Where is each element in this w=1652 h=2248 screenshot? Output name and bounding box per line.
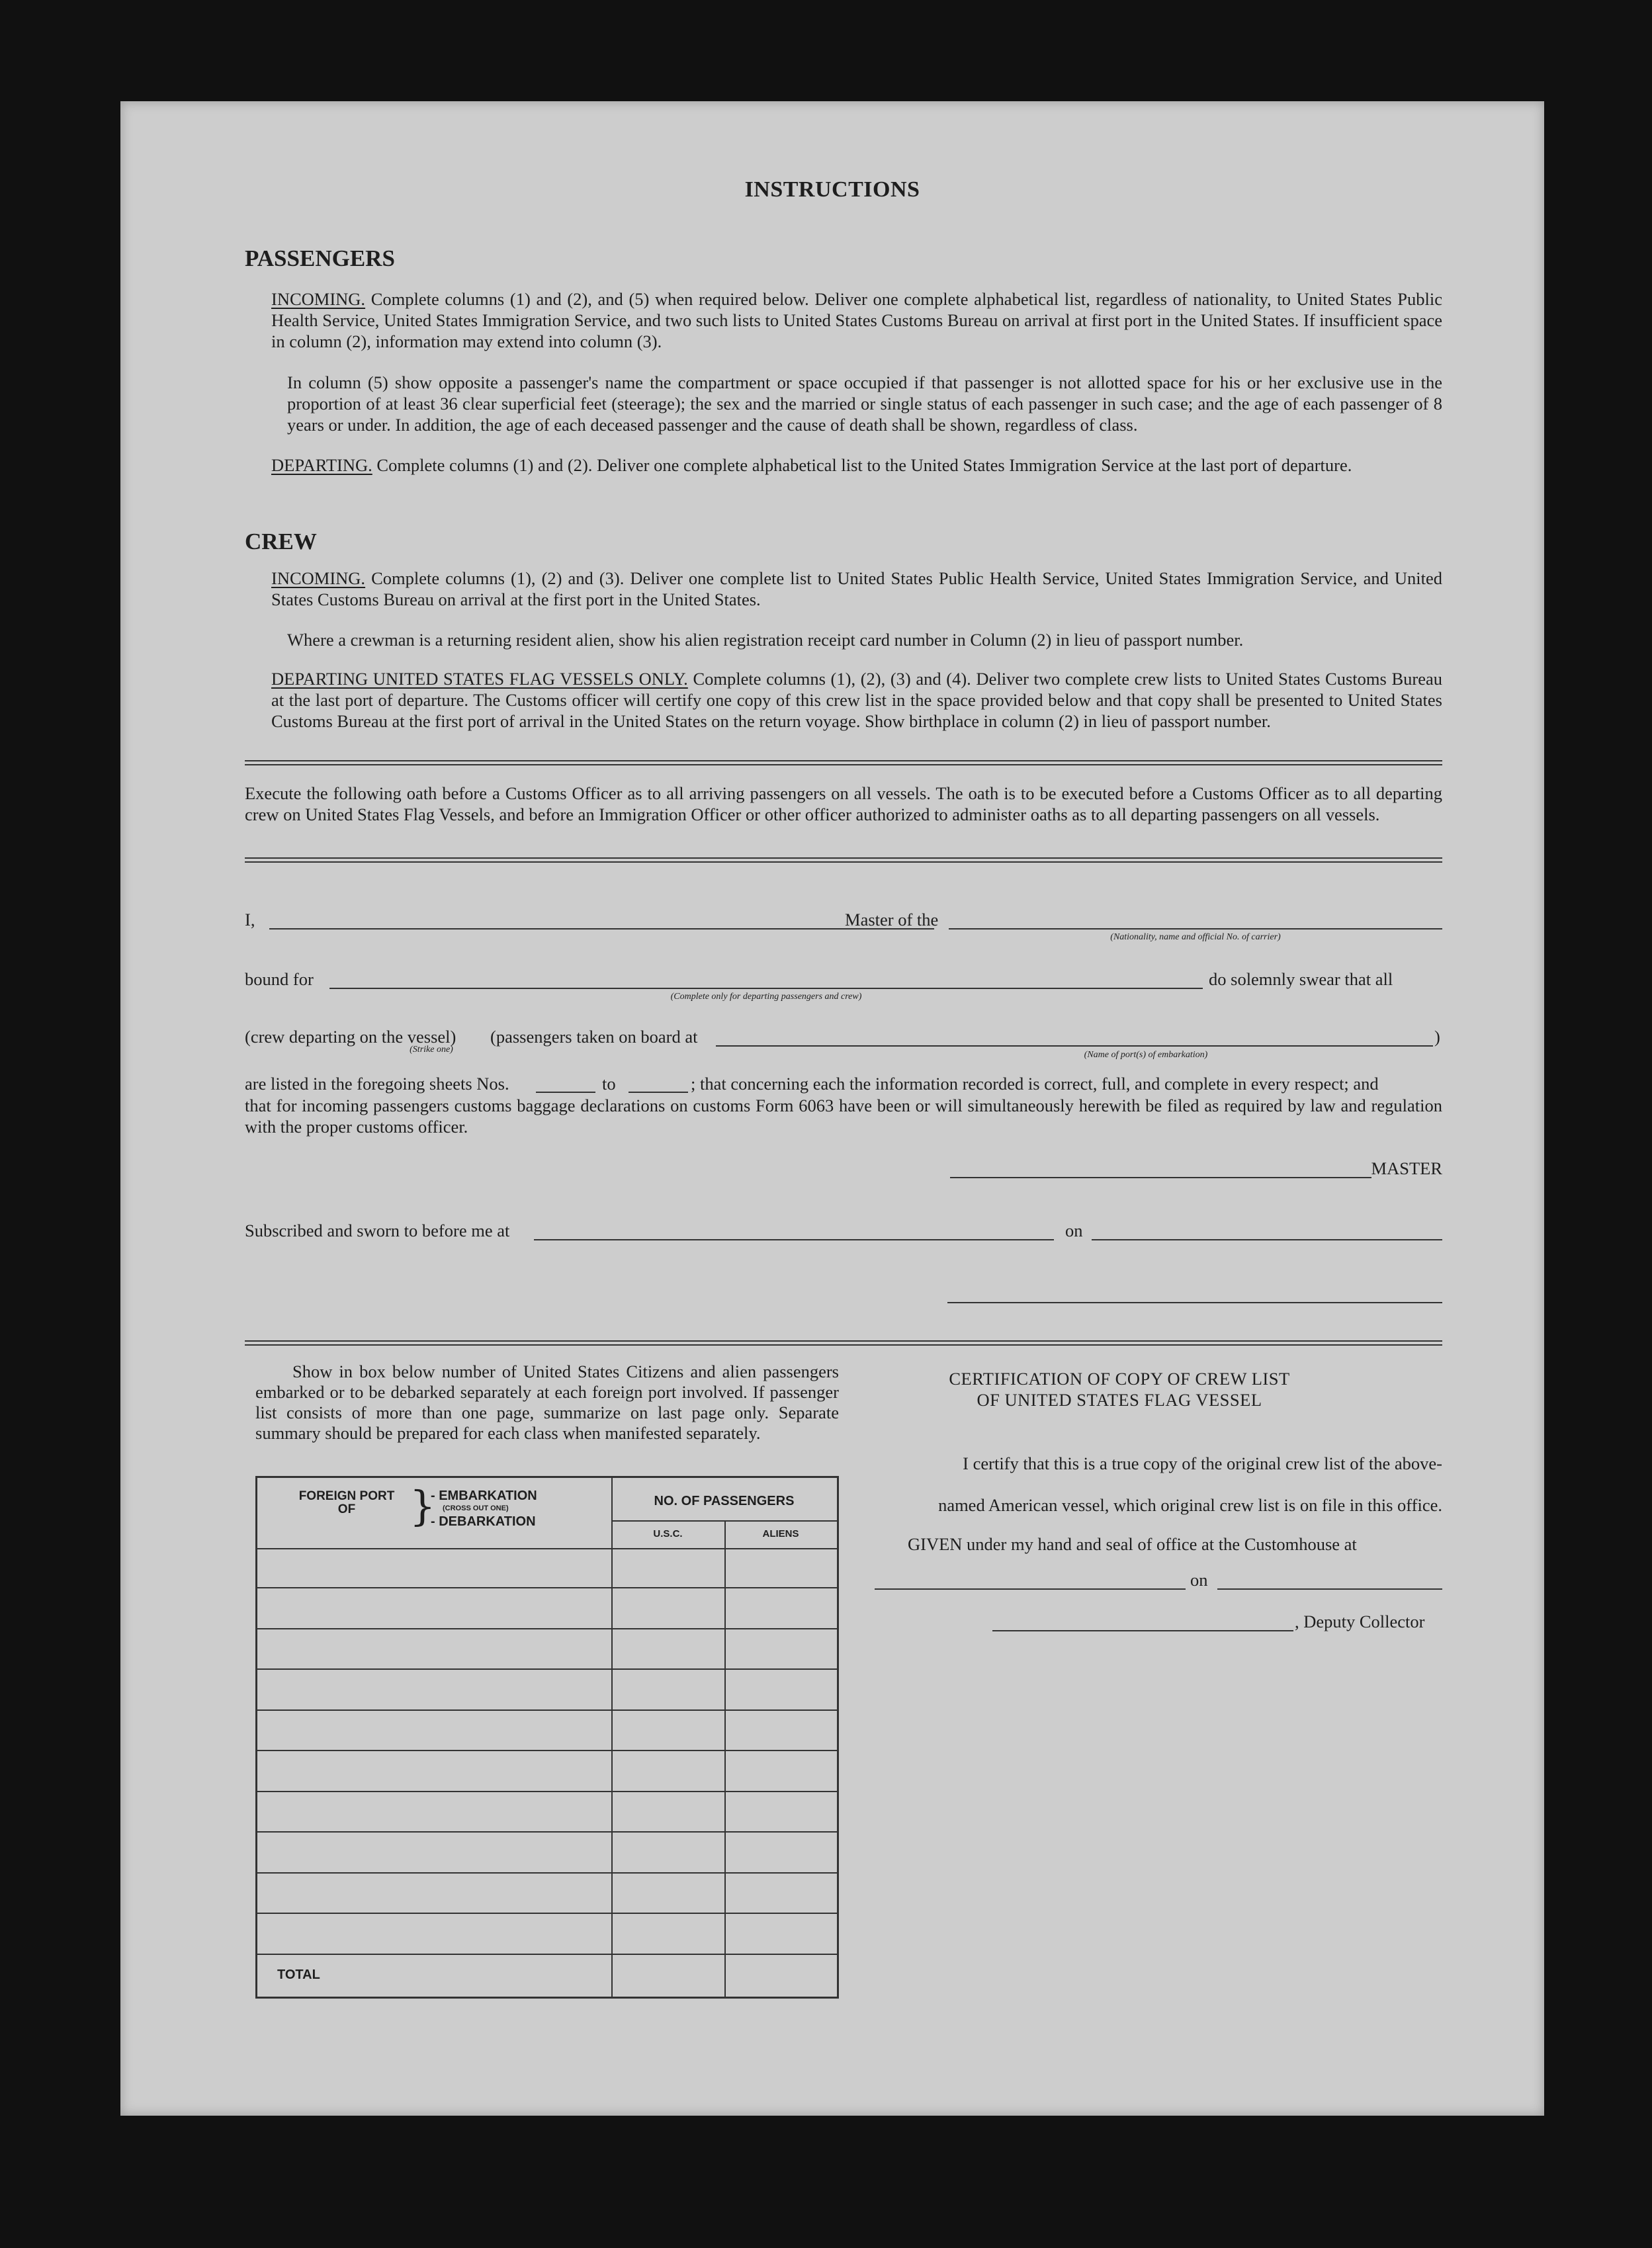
bound-hint: (Complete only for departing passengers and crew) xyxy=(670,992,862,1002)
crew-departing-lead: DEPARTING UNITED STATES FLAG VESSELS ONLY. xyxy=(271,669,688,689)
passengers-heading: PASSENGERS xyxy=(245,245,395,271)
passengers-column5-paragraph: In column (5) show opposite a passenger's name the compartment or space occupied if that passenger is not allotted space for his or her exclusive use in the proportion of at least 36 clear superficial feet (steerage); the sex and the married or single status of each passenger in such case; and the age of each passenger of 8 years or under. In addition, the age of each deceased passenger and the cause of death shall be shown, regardless of class. xyxy=(287,372,1442,435)
divider xyxy=(245,1340,1442,1346)
officer-signature-field[interactable] xyxy=(947,1302,1442,1303)
table-row-line xyxy=(257,1587,837,1588)
swear-label: do solemnly swear that all xyxy=(1209,969,1393,989)
table-row-line xyxy=(257,1831,837,1833)
crew-resident-paragraph: Where a crewman is a returning resident alien, show his alien registration receipt card number in Column (2) in lieu of passport number. xyxy=(287,630,1244,650)
certification-line-1: I certify that this is a true copy of the original crew list of the above- xyxy=(963,1453,1442,1473)
certification-heading-2: OF UNITED STATES FLAG VESSEL xyxy=(977,1390,1262,1410)
table-row-line xyxy=(257,1709,837,1711)
customhouse-field[interactable] xyxy=(875,1588,1186,1590)
form-page xyxy=(120,101,1544,2116)
table-row-line xyxy=(257,1913,837,1914)
table-row-line xyxy=(257,1628,837,1629)
sheet-from-field[interactable] xyxy=(536,1092,595,1093)
crew-departing-paragraph xyxy=(271,668,1442,732)
summary-intro: Show in box below number of United States Citizens and alien passengers embarked or to be debarked separately at each foreign port involved. If passenger list consists of more than one page, summarize on last page only. Separate summary should be prepared for each class when manifested separately. xyxy=(255,1362,839,1443)
passengers-incoming-lead: INCOMING. xyxy=(271,289,366,309)
summary-table xyxy=(255,1476,839,1999)
listed-to-label: to xyxy=(602,1074,616,1094)
debarkation-header: - DEBARKATION xyxy=(431,1514,536,1529)
passengers-incoming-text: Complete columns (1) and (2), and (5) when required below. Deliver one complete alphabetical list, regardless of nationality, to United States Public Health Service, United States Immigration Service, and two such lists to United States Customs Bureau on arrival at first port in the United States. If insufficient space in column (2), information may extend into column (3). xyxy=(271,289,1442,351)
master-of-label: Master of the xyxy=(845,910,939,929)
embarkation-port-field[interactable] xyxy=(716,1045,1433,1047)
passengers-incoming-paragraph xyxy=(271,288,1442,352)
cross-out-hint: (CROSS OUT ONE) xyxy=(443,1504,509,1512)
subscribed-date-field[interactable] xyxy=(1092,1239,1442,1240)
oath-intro: Execute the following oath before a Customs Officer as to all arriving passengers on all vessels. The oath is to be executed before a Customs Officer as to all departing crew on United States Flag Vessels, and before an Immigration Officer or other officer authorized to administer oaths as to all departing passengers on all vessels. xyxy=(245,783,1442,824)
certification-line-2: named American vessel, which original crew list is on file in this office. xyxy=(938,1495,1442,1515)
divider xyxy=(245,857,1442,863)
subscribed-label: Subscribed and sworn to before me at xyxy=(245,1221,510,1240)
divider xyxy=(245,760,1442,765)
crew-incoming-text: Complete columns (1), (2) and (3). Deliver one complete list to United States Public Health Service, United States Immigration Service, and United States Customs Bureau on arrival at the first port in the United States. xyxy=(271,568,1442,609)
passengers-departing-lead: DEPARTING. xyxy=(271,455,372,475)
table-divider xyxy=(611,1478,613,1997)
no-of-passengers-header: NO. OF PASSENGERS xyxy=(654,1494,795,1508)
total-label: TOTAL xyxy=(277,1967,320,1982)
table-divider xyxy=(724,1520,726,1997)
subscribed-on-label: on xyxy=(1065,1221,1083,1240)
table-row-line xyxy=(257,1954,837,1955)
port-hint: (Name of port(s) of embarkation) xyxy=(1084,1050,1208,1060)
passengers-departing-paragraph xyxy=(271,454,1442,476)
master-name-field[interactable] xyxy=(269,928,934,929)
master-label: MASTER xyxy=(1371,1158,1442,1178)
table-row-line xyxy=(257,1548,837,1549)
crew-departing-text: Complete columns (1), (2), (3) and (4). Deliver two complete crew lists to United States Customs Bureau at the last port of departure. The Customs officer will certify one copy of this crew list in the space provided below and that copy shall be presented to United States Customs Bureau at the first port of arrival in the United States on the return voyage. Show birthplace in column (2) in lieu of passport number. xyxy=(271,669,1442,731)
listed-label: are listed in the foregoing sheets Nos. xyxy=(245,1074,509,1094)
crew-heading: CREW xyxy=(245,529,317,554)
passengers-departing-text: Complete columns (1) and (2). Deliver one complete alphabetical list to the United States Immigration Service at the last port of departure. xyxy=(372,455,1352,475)
sheet-to-field[interactable] xyxy=(629,1092,688,1093)
strike-hint: (Strike one) xyxy=(410,1045,453,1055)
deputy-collector-signature-field[interactable] xyxy=(992,1630,1293,1631)
table-row-line xyxy=(257,1668,837,1670)
embarkation-header: - EMBARKATION xyxy=(431,1489,537,1503)
aliens-header: ALIENS xyxy=(762,1528,799,1539)
table-divider xyxy=(611,1520,837,1522)
bound-for-label: bound for xyxy=(245,969,314,989)
subscribed-place-field[interactable] xyxy=(534,1239,1054,1240)
page-title: INSTRUCTIONS xyxy=(744,177,920,202)
certification-on-label: on xyxy=(1190,1570,1208,1590)
crew-departing-label[interactable]: (crew departing on the vessel) xyxy=(245,1027,456,1047)
usc-header: U.S.C. xyxy=(653,1528,683,1539)
certification-line-3: GIVEN under my hand and seal of office at the Customhouse at xyxy=(908,1534,1357,1554)
crew-incoming-lead: INCOMING. xyxy=(271,568,366,588)
table-row-line xyxy=(257,1872,837,1874)
certification-heading-1: CERTIFICATION OF COPY OF CREW LIST xyxy=(949,1369,1290,1389)
close-paren: ) xyxy=(1434,1027,1440,1047)
bound-for-field[interactable] xyxy=(329,988,1203,989)
nationality-hint: (Nationality, name and official No. of carrier) xyxy=(1110,932,1281,942)
certification-date-field[interactable] xyxy=(1217,1588,1442,1590)
passengers-taken-label[interactable]: (passengers taken on board at xyxy=(490,1027,698,1047)
listed-rest: that for incoming passengers customs baggage declarations on customs Form 6063 have been or will simultaneously herewith be filed as required by law and regulation with the proper customs officer. xyxy=(245,1096,1442,1137)
deputy-collector-label: , Deputy Collector xyxy=(1295,1612,1425,1631)
brace-icon: } xyxy=(410,1482,436,1530)
foreign-port-header: FOREIGN PORT OF xyxy=(298,1489,395,1516)
table-row-line xyxy=(257,1791,837,1792)
table-row-line xyxy=(257,1750,837,1751)
listed-continuation: ; that concerning each the information recorded is correct, full, and complete in every respect; and xyxy=(691,1074,1379,1094)
carrier-field[interactable] xyxy=(949,928,1442,929)
master-signature-field[interactable] xyxy=(950,1177,1371,1178)
oath-i-label: I, xyxy=(245,910,255,929)
crew-incoming-paragraph xyxy=(271,568,1442,610)
